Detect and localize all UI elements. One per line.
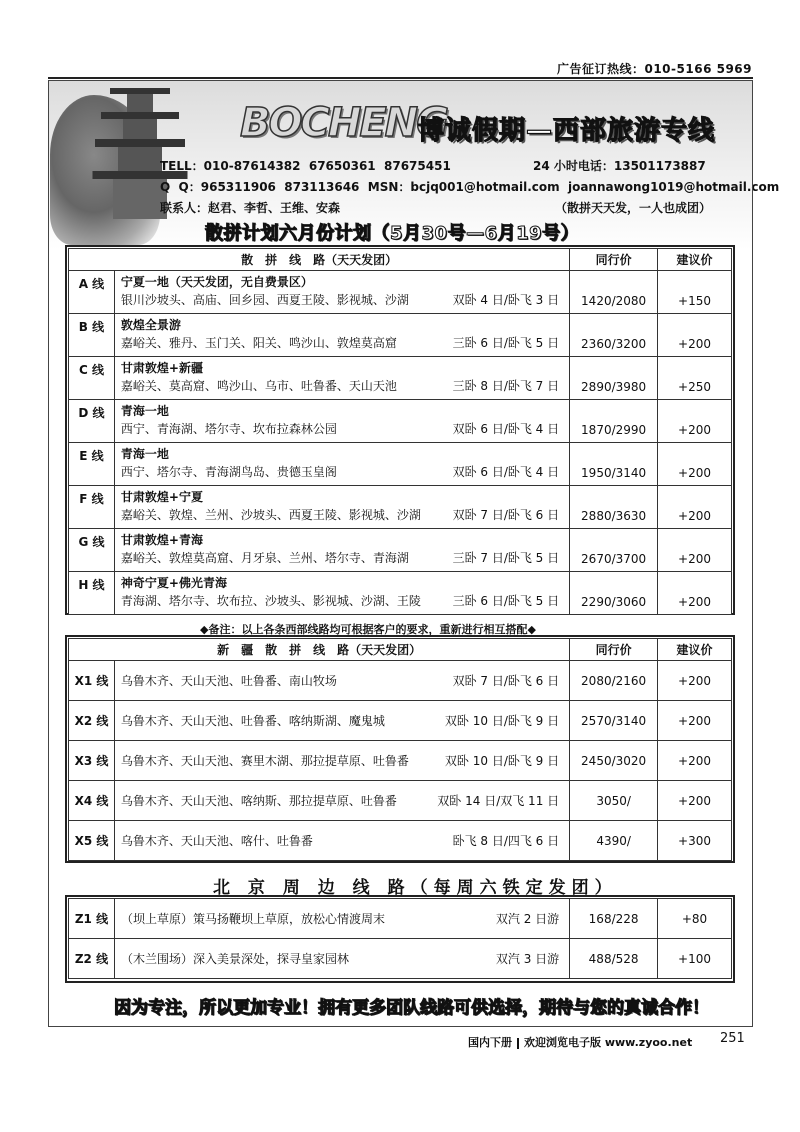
table-row [69,443,732,486]
route-cell [114,781,569,821]
route-cell [114,314,569,357]
route-line [121,950,563,968]
peer-price: 2450/3020 [570,741,658,781]
table-row [69,486,732,529]
bocheng-logo: BOCHENG [240,100,447,146]
route-stops: 乌鲁木齐、天山天池、喀纳斯、那拉提草原、吐鲁番 [120,793,397,808]
route-line [121,291,563,309]
route-cell [114,572,569,615]
route-days: 双卧 10 日/卧飞 9 日 [444,753,560,768]
route-stops: （木兰围场）深入美景深处，探寻皇家园林 [120,951,349,966]
route-name: 甘肃敦煌+新疆 [120,361,203,375]
west-header-suggest: 建议价 [658,249,732,271]
route-cell [114,357,569,400]
route-stops: 乌鲁木齐、天山天池、吐鲁番、喀纳斯湖、魔鬼城 [120,713,385,728]
footer-welcome: 欢迎浏览电子版 www.zyoo.net [524,1036,693,1049]
suggested-price: +200 [658,400,732,443]
route-days: 三卧 6 日/卧飞 5 日 [452,594,560,608]
route-days: 双汽 2 日游 [495,911,560,926]
route-cell [114,271,569,314]
hotline-24h: 24 小时电话：13501173887 [533,159,706,173]
xj-header-suggest: 建议价 [658,639,732,661]
route-cell [114,741,569,781]
peer-price: 2890/3980 [570,357,658,400]
route-stops: 乌鲁木齐、天山天池、喀什、吐鲁番 [120,833,313,848]
route-days: 双卧 7 日/卧飞 6 日 [452,673,560,688]
route-code: X5 线 [69,821,115,861]
suggested-price: +300 [658,821,732,861]
route-cell [114,899,569,939]
slogan: 因为专注，所以更加专业！拥有更多团队线路可供选择，期待与您的真诚合作！ [114,998,709,1018]
route-line [121,377,563,395]
route-days: 三卧 7 日/卧飞 5 日 [452,551,560,565]
suggested-price: +200 [658,701,732,741]
ad-hotline: 广告征订热线：010-5166 5969 [556,62,752,76]
tel-numbers: TELL：010-87614382 67650361 87675451 [160,159,451,173]
footer [468,1034,692,1050]
beijing-routes-table [68,898,732,979]
qq-msn: Q Q：965311906 873113646 MSN：bcjq001@hotmail.com joannawong1019@hotmail.com [160,180,780,194]
peer-price: 2670/3700 [570,529,658,572]
plan-title: 散拼计划六月份计划（5月30号—6月19号） [205,223,580,244]
route-cell [114,939,569,979]
route-line [121,832,563,850]
route-code: A 线 [69,271,115,314]
route-days: 三卧 6 日/卧飞 5 日 [452,336,560,350]
route-stops: 嘉峪关、雅丹、玉门关、阳关、鸣沙山、敦煌莫高窟 [120,336,397,350]
route-line [121,592,563,610]
daily-departure: （散拼天天发，一人也成团） [555,201,712,215]
suggested-price: +200 [658,443,732,486]
route-stops: 嘉峪关、敦煌莫高窟、月牙泉、兰州、塔尔寺、青海湖 [120,551,409,565]
route-code: X1 线 [69,661,115,701]
route-line [121,506,563,524]
route-cell [114,821,569,861]
route-stops: 乌鲁木齐、天山天池、赛里木湖、那拉提草原、吐鲁番 [120,753,409,768]
route-line [121,792,563,810]
peer-price: 1950/3140 [570,443,658,486]
peer-price: 488/528 [570,939,658,979]
suggested-price: +200 [658,572,732,615]
suggested-price: +200 [658,529,732,572]
table-row [69,939,732,979]
route-days: 双卧 7 日/卧飞 6 日 [452,508,560,522]
route-stops: 嘉峪关、莫高窟、鸣沙山、乌市、吐鲁番、天山天池 [120,379,397,393]
route-line [121,334,563,352]
brand-title: 博诚假期—西部旅游专线 [418,116,716,146]
table-row [69,572,732,615]
route-days: 双卧 6 日/卧飞 4 日 [452,422,560,436]
route-days: 卧飞 8 日/四飞 6 日 [452,833,560,848]
suggested-price: +200 [658,781,732,821]
table-row [69,701,732,741]
route-cell [114,701,569,741]
west-header-route: 散 拼 线 路（天天发团） [69,249,570,271]
route-line [121,672,563,690]
route-cell [114,661,569,701]
table-row [69,781,732,821]
table-header-row [69,249,732,271]
peer-price: 4390/ [570,821,658,861]
route-cell [114,486,569,529]
top-rule [48,77,753,79]
route-code: X3 线 [69,741,115,781]
suggested-price: +150 [658,271,732,314]
beijing-title: 北 京 周 边 线 路（每周六铁定发团） [213,878,618,898]
footer-divider [517,1038,519,1049]
table-header-row [69,639,732,661]
table-row [69,821,732,861]
route-cell [114,529,569,572]
table-row [69,314,732,357]
route-line [121,712,563,730]
route-days: 双卧 10 日/卧飞 9 日 [444,713,560,728]
route-days: 三卧 8 日/卧飞 7 日 [452,379,560,393]
suggested-price: +200 [658,661,732,701]
remark-note: ◆备注：以上各条西部线路均可根据客户的要求，重新进行相互搭配◆ [200,623,536,636]
peer-price: 2290/3060 [570,572,658,615]
route-stops: 西宁、青海湖、塔尔寺、坎布拉森林公园 [120,422,337,436]
west-routes-table [68,248,732,615]
xj-header-price: 同行价 [570,639,658,661]
page-number: 251 [720,1031,745,1046]
table-row [69,400,732,443]
route-days: 双汽 3 日游 [495,951,560,966]
route-code: Z1 线 [69,899,115,939]
route-code: G 线 [69,529,115,572]
table-row [69,357,732,400]
xj-header-route: 新 疆 散 拼 线 路（天天发团） [69,639,570,661]
peer-price: 1870/2990 [570,400,658,443]
peer-price: 2080/2160 [570,661,658,701]
route-line [121,420,563,438]
suggested-price: +200 [658,486,732,529]
route-code: B 线 [69,314,115,357]
route-name: 宁夏一地（天天发团，无自费景区） [120,275,313,289]
route-cell [114,443,569,486]
route-code: D 线 [69,400,115,443]
route-name: 青海一地 [120,447,169,461]
table-row [69,529,732,572]
route-code: F 线 [69,486,115,529]
peer-price: 168/228 [570,899,658,939]
route-name: 甘肃敦煌+青海 [120,533,203,547]
route-code: X2 线 [69,701,115,741]
table-row [69,661,732,701]
route-line [121,549,563,567]
xinjiang-routes-table [68,638,732,861]
route-days: 双卧 14 日/双飞 11 日 [437,793,560,808]
contact-persons: 联系人：赵君、李哲、王维、安森 [160,201,341,215]
peer-price: 3050/ [570,781,658,821]
route-stops: 银川沙坡头、高庙、回乡园、西夏王陵、影视城、沙湖 [120,293,409,307]
peer-price: 2360/3200 [570,314,658,357]
route-name: 敦煌全景游 [120,318,181,332]
route-stops: 乌鲁木齐、天山天池、吐鲁番、南山牧场 [120,673,337,688]
route-name: 青海一地 [120,404,169,418]
route-name: 神奇宁夏+佛光青海 [120,576,227,590]
route-line [121,910,563,928]
route-code: H 线 [69,572,115,615]
route-line [121,463,563,481]
route-stops: 青海湖、塔尔寺、坎布拉、沙坡头、影视城、沙湖、王陵 [120,594,421,608]
suggested-price: +200 [658,314,732,357]
route-name: 甘肃敦煌+宁夏 [120,490,203,504]
route-cell [114,400,569,443]
footer-section: 国内下册 [468,1036,512,1049]
route-code: X4 线 [69,781,115,821]
suggested-price: +100 [658,939,732,979]
route-stops: 嘉峪关、敦煌、兰州、沙坡头、西夏王陵、影视城、沙湖 [120,508,421,522]
route-code: C 线 [69,357,115,400]
table-row [69,741,732,781]
peer-price: 1420/2080 [570,271,658,314]
suggested-price: +200 [658,741,732,781]
route-stops: 西宁、塔尔寺、青海湖鸟岛、贵德玉皇阁 [120,465,337,479]
peer-price: 2880/3630 [570,486,658,529]
table-row [69,271,732,314]
route-days: 双卧 4 日/卧飞 3 日 [452,293,560,307]
suggested-price: +250 [658,357,732,400]
route-line [121,752,563,770]
route-days: 双卧 6 日/卧飞 4 日 [452,465,560,479]
table-row [69,899,732,939]
west-header-price: 同行价 [570,249,658,271]
route-code: Z2 线 [69,939,115,979]
suggested-price: +80 [658,899,732,939]
peer-price: 2570/3140 [570,701,658,741]
route-stops: （坝上草原）策马扬鞭坝上草原，放松心情渡周末 [120,911,385,926]
route-code: E 线 [69,443,115,486]
